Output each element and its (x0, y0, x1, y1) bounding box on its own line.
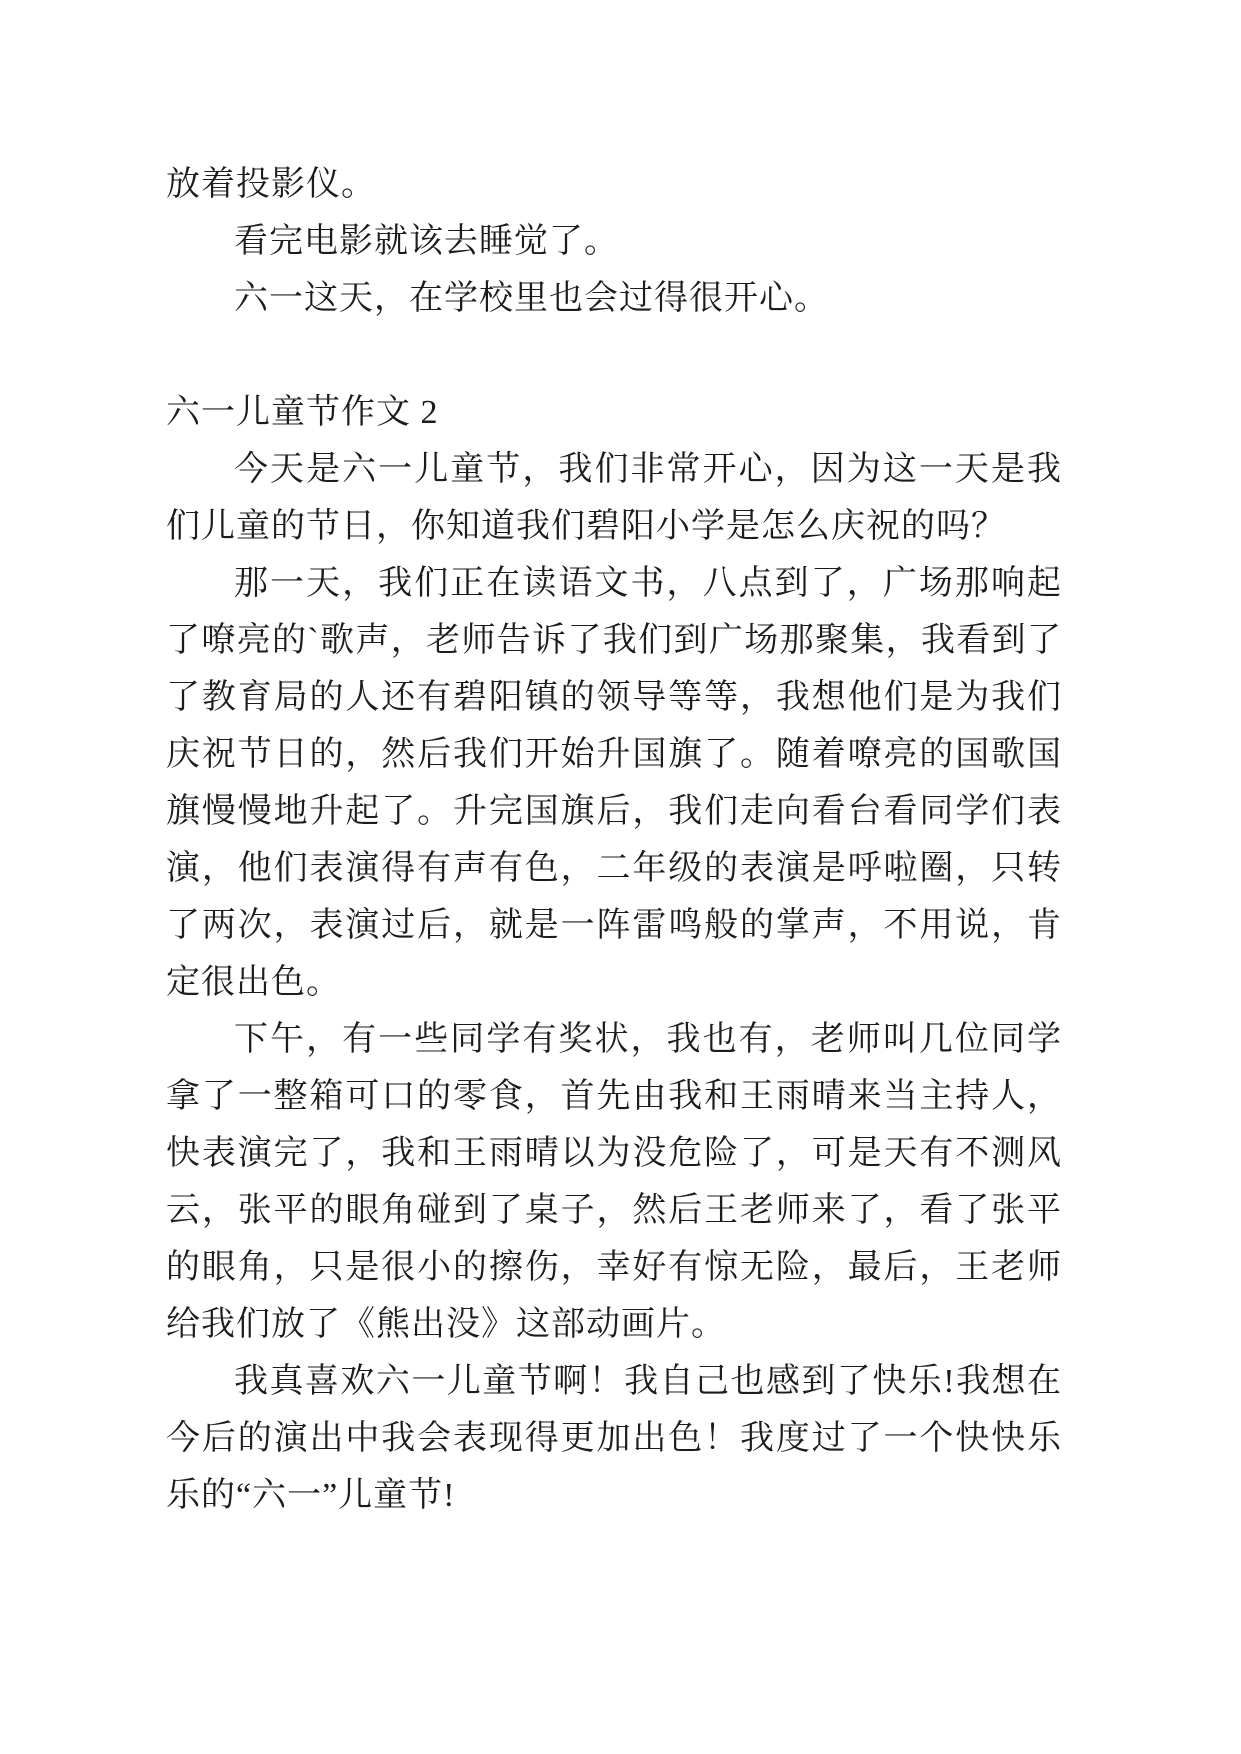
document-body (166, 156, 1062, 1524)
paragraph: 我真喜欢六一儿童节啊！我自己也感到了快乐!我想在今后的演出中我会表现得更加出色！我度过了一个快快乐乐的“六一”儿童节! (166, 1363, 1062, 1514)
paragraph: 看完电影就该去睡觉了。 (234, 223, 619, 260)
section-heading: 六一儿童节作文 2 (166, 394, 439, 431)
paragraph: 六一这天，在学校里也会过得很开心。 (234, 280, 829, 317)
paragraph: 放着投影仪。 (166, 166, 376, 203)
paragraph: 今天是六一儿童节，我们非常开心，因为这一天是我们儿童的节日，你知道我们碧阳小学是怎么庆祝的吗？ (166, 451, 1062, 545)
paragraph: 下午，有一些同学有奖状，我也有，老师叫几位同学拿了一整箱可口的零食，首先由我和王雨晴来当主持人，快表演完了，我和王雨晴以为没危险了，可是天有不测风云，张平的眼角碰到了桌子，然后王老师来了，看了张平的眼角，只是很小的擦伤，幸好有惊无险，最后，王老师给我们放了《熊出没》这部动画片。 (166, 1021, 1062, 1343)
paragraph: 那一天，我们正在读语文书，八点到了，广场那响起了嘹亮的`歌声，老师告诉了我们到广场那聚集，我看到了了教育局的人还有碧阳镇的领导等等，我想他们是为我们庆祝节日的，然后我们开始升国旗了。随着嘹亮的国歌国旗慢慢地升起了。升完国旗后，我们走向看台看同学们表演，他们表演得有声有色，二年级的表演是呼啦圈，只转了两次，表演过后，就是一阵雷鸣般的掌声，不用说，肯定很出色。 (166, 565, 1062, 1001)
